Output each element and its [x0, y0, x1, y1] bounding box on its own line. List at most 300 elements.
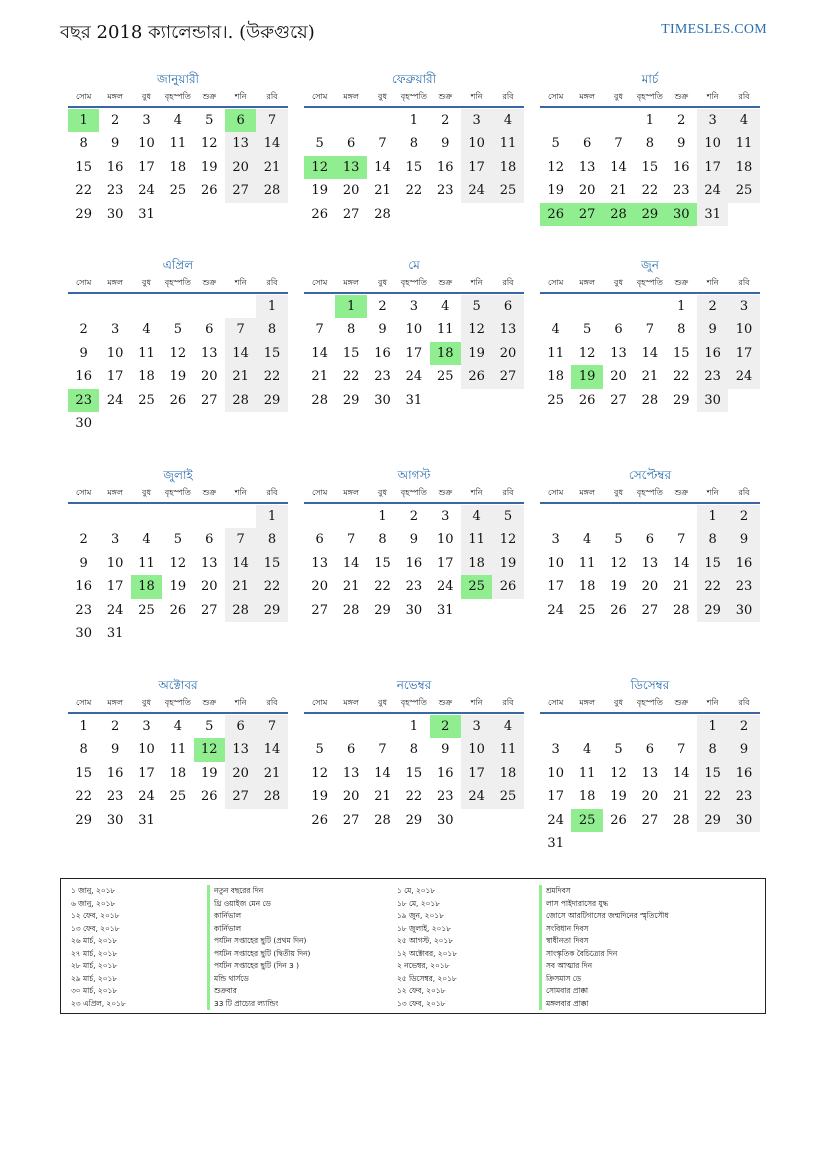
day-cell: 28	[225, 389, 256, 412]
empty-cell	[99, 295, 130, 318]
day-cell: 9	[728, 528, 759, 551]
weekday-label: বৃহস্পতি	[164, 278, 191, 287]
day-cell: 17	[697, 156, 728, 179]
day-cell: 12	[169, 555, 187, 571]
empty-cell	[634, 295, 665, 318]
day-cell: 4	[492, 715, 523, 738]
weekday-label: মঙ্গল	[579, 488, 595, 497]
brand-link[interactable]: TIMESLES.COM	[661, 22, 767, 37]
month-name: মার্চ	[641, 72, 659, 86]
day-cell: 28	[225, 599, 256, 622]
legend-date: ১২ ফেব, ২০১৮	[71, 911, 120, 920]
day-cell: 25	[728, 179, 759, 202]
day-cell: 15	[405, 765, 423, 781]
day-cell: 12	[547, 159, 564, 175]
day-cell: 2	[677, 113, 686, 128]
day-cell: 11	[436, 322, 454, 338]
day-cell: 7	[256, 109, 287, 132]
page-title: বছর 2018 ক্যালেন্ডার।. (উরুগুয়ে)	[60, 22, 315, 43]
day-cell: 7	[614, 136, 623, 152]
day-cell: 29	[256, 599, 287, 622]
weekday-label: শনি	[234, 92, 247, 101]
day-cell: 9	[110, 742, 120, 758]
day-cell: 14	[225, 552, 256, 575]
day-cell: 8	[409, 136, 418, 152]
day-grid	[304, 109, 524, 226]
day-cell: 12	[578, 345, 596, 361]
day-cell: 1	[697, 715, 728, 738]
empty-cell	[540, 505, 571, 528]
day-cell: 30	[106, 206, 124, 222]
day-grid	[304, 715, 524, 832]
day-cell: 1	[256, 295, 287, 318]
day-cell: 30	[106, 812, 124, 828]
day-cell: 20	[610, 369, 627, 385]
empty-cell	[162, 505, 193, 528]
day-cell: 7	[378, 136, 387, 152]
legend-name-column	[539, 885, 669, 1010]
day-cell: 26	[461, 365, 492, 388]
weekday-header	[68, 274, 288, 294]
day-cell: 23	[75, 602, 92, 618]
month-name: মে	[408, 258, 420, 272]
weekday-label: বুধ	[614, 278, 623, 287]
day-grid	[68, 295, 288, 435]
day-grid	[540, 295, 760, 412]
weekday-header	[540, 88, 760, 108]
weekday-label: রবি	[502, 488, 514, 497]
month-block	[68, 256, 288, 435]
month-name: সেপ্টেম্বর	[628, 468, 672, 482]
day-cell: 8	[677, 322, 686, 338]
weekday-label: রবি	[266, 698, 278, 707]
legend-date: ৬ জানু, ২০১৮	[71, 898, 116, 908]
day-cell: 16	[697, 342, 728, 365]
empty-cell	[335, 715, 366, 738]
day-cell: 31	[436, 602, 454, 618]
day-cell: 31	[405, 392, 423, 408]
day-cell: 14	[672, 765, 690, 781]
day-cell: 25	[138, 602, 155, 618]
weekday-label: সোম	[548, 278, 564, 287]
legend-holiday-name: সাংস্কৃতিক বৈচিত্র্যের দিন	[539, 948, 669, 961]
day-cell: 20	[200, 579, 218, 595]
day-cell: 27	[641, 602, 659, 618]
day-cell: 8	[697, 738, 728, 761]
legend-date: ১৮ মে, ২০১৮	[397, 898, 440, 908]
empty-cell	[603, 715, 634, 738]
day-cell: 20	[578, 183, 596, 199]
month-name: নভেম্বর	[396, 678, 432, 692]
day-cell: 1	[79, 719, 88, 734]
day-cell: 30	[75, 415, 92, 431]
weekday-label: শুক্র	[438, 698, 453, 707]
month-block	[540, 676, 760, 855]
empty-cell	[540, 715, 571, 738]
weekday-label: শুক্র	[438, 488, 453, 497]
day-cell: 7	[677, 742, 686, 758]
day-cell: 15	[75, 159, 92, 175]
day-cell: 28	[374, 206, 391, 222]
day-cell: 7	[677, 532, 686, 548]
empty-cell	[634, 715, 665, 738]
day-cell: 18	[578, 789, 596, 805]
weekday-label: মঙ্গল	[343, 488, 359, 497]
weekday-label: শনি	[706, 698, 719, 707]
day-cell: 17	[461, 762, 492, 785]
empty-cell	[131, 505, 162, 528]
holiday-day-cell: 1	[68, 109, 99, 132]
day-cell: 26	[169, 602, 187, 618]
day-cell: 23	[436, 789, 454, 805]
day-cell: 1	[677, 299, 686, 314]
day-cell: 10	[436, 532, 454, 548]
weekday-label: বুধ	[614, 698, 623, 707]
legend-date: ১৮ জুলাই, ২০১৮	[397, 923, 451, 933]
legend-holiday-name: কার্নিভাল	[207, 910, 310, 923]
weekday-label: বুধ	[142, 698, 151, 707]
day-cell: 28	[311, 392, 328, 408]
day-cell: 13	[578, 159, 596, 175]
month-name: ফেব্রুয়ারী	[391, 72, 437, 86]
day-cell: 25	[169, 183, 187, 199]
weekday-label: মঙ্গল	[107, 698, 123, 707]
day-cell: 27	[342, 206, 360, 222]
day-cell: 27	[200, 392, 218, 408]
day-cell: 26	[311, 812, 328, 828]
empty-cell	[571, 505, 602, 528]
legend-date: ৩০ মার্চ, ২০১৮	[71, 986, 118, 995]
day-cell: 14	[610, 159, 627, 175]
day-cell: 31	[697, 203, 728, 226]
day-cell: 11	[547, 345, 564, 361]
day-cell: 9	[110, 136, 120, 152]
day-cell: 22	[672, 369, 690, 385]
day-cell: 22	[256, 575, 287, 598]
legend-date: ১২ অক্টোবর, ২০১৮	[397, 948, 458, 958]
day-cell: 27	[200, 602, 218, 618]
day-cell: 24	[106, 602, 124, 618]
day-cell: 25	[169, 789, 187, 805]
day-cell: 21	[225, 575, 256, 598]
day-cell: 2	[378, 299, 387, 314]
weekday-label: সোম	[312, 92, 328, 101]
day-cell: 20	[342, 789, 360, 805]
day-cell: 18	[138, 369, 155, 385]
day-cell: 28	[256, 785, 287, 808]
day-cell: 12	[311, 765, 328, 781]
day-cell: 3	[697, 109, 728, 132]
weekday-label: শুক্র	[202, 92, 217, 101]
holiday-day-cell: 12	[304, 156, 335, 179]
day-cell: 26	[311, 206, 328, 222]
day-cell: 16	[728, 762, 759, 785]
month-block	[68, 676, 288, 832]
day-cell: 21	[225, 365, 256, 388]
legend-holiday-name: স্বাধীনতা দিবস	[539, 935, 669, 948]
day-cell: 10	[697, 132, 728, 155]
day-cell: 8	[409, 742, 418, 758]
day-cell: 26	[200, 183, 218, 199]
day-cell: 13	[225, 132, 256, 155]
weekday-header	[540, 484, 760, 504]
weekday-label: শনি	[706, 92, 719, 101]
day-cell: 10	[106, 555, 124, 571]
weekday-label: মঙ্গল	[579, 698, 595, 707]
weekday-label: বৃহস্পতি	[164, 488, 191, 497]
day-cell: 27	[610, 392, 627, 408]
day-cell: 16	[405, 555, 423, 571]
weekday-label: শুক্র	[202, 278, 217, 287]
weekday-label: রবি	[502, 278, 514, 287]
day-cell: 18	[461, 552, 492, 575]
day-cell: 4	[582, 742, 592, 758]
day-cell: 14	[256, 738, 287, 761]
empty-cell	[304, 715, 335, 738]
day-cell: 7	[256, 715, 287, 738]
day-cell: 12	[492, 528, 523, 551]
day-cell: 30	[728, 599, 759, 622]
day-cell: 9	[441, 742, 450, 758]
day-cell: 18	[728, 156, 759, 179]
day-cell: 14	[374, 159, 391, 175]
day-cell: 6	[315, 532, 324, 548]
day-cell: 4	[461, 505, 492, 528]
weekday-label: রবি	[738, 92, 750, 101]
day-grid	[540, 109, 760, 226]
day-cell: 16	[75, 369, 92, 385]
day-cell: 16	[672, 159, 690, 175]
day-cell: 23	[374, 369, 391, 385]
empty-cell	[367, 715, 398, 738]
day-cell: 23	[405, 579, 423, 595]
day-cell: 7	[346, 532, 356, 548]
day-cell: 23	[697, 365, 728, 388]
day-cell: 8	[697, 528, 728, 551]
legend-date-column	[71, 885, 126, 1010]
empty-cell	[225, 505, 256, 528]
day-cell: 19	[610, 579, 627, 595]
day-cell: 29	[697, 809, 728, 832]
day-cell: 1	[697, 505, 728, 528]
day-cell: 5	[173, 322, 182, 338]
day-cell: 21	[256, 156, 287, 179]
day-cell: 13	[492, 318, 523, 341]
month-block	[540, 70, 760, 226]
month-block	[304, 676, 524, 832]
day-cell: 12	[200, 136, 218, 152]
day-cell: 22	[405, 183, 423, 199]
day-cell: 22	[374, 579, 391, 595]
day-cell: 21	[342, 579, 360, 595]
day-cell: 28	[672, 602, 690, 618]
legend-holiday-name: জোসে আরটিগাসের জন্মদিনের স্মৃতিসৌধ	[539, 910, 669, 923]
day-grid	[68, 505, 288, 645]
empty-cell	[335, 505, 366, 528]
day-cell: 4	[173, 113, 182, 128]
day-cell: 19	[547, 183, 564, 199]
day-cell: 8	[645, 136, 654, 152]
weekday-header	[304, 274, 524, 294]
weekday-label: সোম	[312, 278, 328, 287]
month-name: আগস্ট	[397, 468, 431, 482]
holiday-day-cell: 13	[335, 156, 366, 179]
day-cell: 14	[225, 342, 256, 365]
holiday-day-cell: 28	[603, 203, 634, 226]
day-cell: 7	[315, 322, 324, 338]
day-cell: 23	[436, 183, 454, 199]
day-cell: 5	[492, 505, 523, 528]
empty-cell	[603, 505, 634, 528]
empty-cell	[335, 109, 366, 132]
legend-holiday-name: সংবিধান দিবস	[539, 923, 669, 936]
day-cell: 29	[405, 812, 423, 828]
weekday-label: বৃহস্পতি	[400, 488, 427, 497]
day-cell: 24	[547, 602, 564, 618]
day-cell: 4	[142, 322, 151, 338]
day-cell: 8	[79, 742, 88, 758]
month-name: জুন	[641, 258, 659, 272]
day-cell: 11	[169, 742, 187, 758]
empty-cell	[304, 295, 335, 318]
day-cell: 19	[169, 579, 187, 595]
day-cell: 8	[346, 322, 356, 338]
day-cell: 7	[378, 742, 387, 758]
weekday-label: রবি	[502, 92, 514, 101]
day-cell: 28	[374, 812, 391, 828]
day-cell: 6	[205, 532, 214, 548]
weekday-label: শুক্র	[202, 698, 217, 707]
day-grid	[304, 295, 524, 412]
day-cell: 27	[641, 812, 659, 828]
weekday-label: শনি	[470, 92, 483, 101]
day-cell: 10	[405, 322, 423, 338]
weekday-label: বৃহস্পতি	[636, 92, 663, 101]
day-cell: 11	[138, 345, 155, 361]
day-cell: 2	[409, 509, 418, 524]
day-cell: 14	[374, 765, 391, 781]
day-cell: 6	[346, 742, 356, 758]
weekday-label: রবি	[502, 698, 514, 707]
day-cell: 5	[315, 136, 324, 152]
empty-cell	[540, 295, 571, 318]
day-cell: 3	[551, 532, 560, 548]
day-cell: 6	[205, 322, 214, 338]
legend-date: ১২ ফেব, ২০১৮	[397, 986, 446, 995]
day-cell: 20	[225, 762, 256, 785]
day-cell: 3	[461, 715, 492, 738]
weekday-label: শুক্র	[674, 92, 689, 101]
day-cell: 10	[138, 136, 155, 152]
holiday-day-cell: 23	[68, 389, 99, 412]
day-cell: 3	[728, 295, 759, 318]
day-cell: 11	[492, 132, 523, 155]
day-cell: 14	[672, 555, 690, 571]
day-cell: 5	[614, 742, 623, 758]
legend-holiday-name: পর্যটন সপ্তাহের ছুটি (প্রথম দিন)	[207, 935, 310, 948]
weekday-label: শনি	[234, 698, 247, 707]
day-cell: 26	[578, 392, 596, 408]
day-cell: 30	[374, 392, 391, 408]
weekday-label: বুধ	[614, 488, 623, 497]
day-cell: 23	[106, 789, 124, 805]
holiday-day-cell: 18	[131, 575, 162, 598]
legend-date: ১ জানু, ২০১৮	[71, 886, 116, 895]
empty-cell	[304, 109, 335, 132]
day-cell: 17	[405, 345, 423, 361]
empty-cell	[225, 295, 256, 318]
weekday-label: শুক্র	[438, 278, 453, 287]
day-cell: 22	[697, 575, 728, 598]
day-cell: 27	[492, 365, 523, 388]
month-name: অক্টোবর	[158, 678, 198, 692]
weekday-label: শুক্র	[674, 278, 689, 287]
weekday-label: মঙ্গল	[579, 92, 595, 101]
legend-date: ২৩ এপ্রিল, ২০১৮	[71, 998, 126, 1008]
day-cell: 15	[405, 159, 423, 175]
day-cell: 19	[311, 183, 328, 199]
weekday-label: সোম	[76, 698, 92, 707]
day-cell: 4	[728, 109, 759, 132]
day-grid	[540, 505, 760, 622]
day-cell: 16	[106, 765, 124, 781]
day-grid	[68, 109, 288, 226]
weekday-header	[304, 694, 524, 714]
day-cell: 31	[138, 812, 155, 828]
holiday-day-cell: 12	[194, 738, 225, 761]
day-cell: 24	[461, 179, 492, 202]
weekday-header	[304, 88, 524, 108]
day-cell: 20	[492, 342, 523, 365]
day-cell: 8	[256, 528, 287, 551]
weekday-label: বৃহস্পতি	[636, 698, 663, 707]
empty-cell	[194, 505, 225, 528]
day-cell: 2	[441, 113, 450, 128]
weekday-label: রবি	[266, 278, 278, 287]
day-cell: 11	[578, 765, 596, 781]
day-cell: 5	[205, 719, 214, 734]
weekday-label: বৃহস্পতি	[400, 698, 427, 707]
day-grid	[540, 715, 760, 855]
day-cell: 25	[578, 602, 596, 618]
day-cell: 26	[200, 789, 218, 805]
day-cell: 7	[225, 318, 256, 341]
day-cell: 8	[378, 532, 387, 548]
day-cell: 6	[225, 715, 256, 738]
empty-cell	[131, 295, 162, 318]
day-cell: 5	[614, 532, 623, 548]
day-cell: 17	[106, 369, 124, 385]
day-cell: 15	[75, 765, 92, 781]
day-cell: 22	[75, 789, 92, 805]
legend-holiday-name: পর্যটন সপ্তাহের ছুটি (দ্বিতীয় দিন)	[207, 948, 310, 961]
day-cell: 30	[728, 809, 759, 832]
day-cell: 2	[697, 295, 728, 318]
day-cell: 24	[106, 392, 124, 408]
day-cell: 6	[645, 532, 654, 548]
weekday-header	[68, 694, 288, 714]
day-cell: 26	[492, 575, 523, 598]
legend-date-column	[397, 885, 457, 1010]
day-cell: 1	[378, 509, 387, 524]
legend-holiday-name: কার্নিভাল	[207, 923, 310, 936]
day-cell: 11	[169, 136, 187, 152]
day-cell: 25	[492, 785, 523, 808]
day-cell: 12	[610, 765, 627, 781]
legend-date: ১৩ ফেব, ২০১৮	[71, 923, 120, 933]
weekday-label: শুক্র	[674, 698, 689, 707]
month-name: ডিসেম্বর	[630, 678, 670, 692]
